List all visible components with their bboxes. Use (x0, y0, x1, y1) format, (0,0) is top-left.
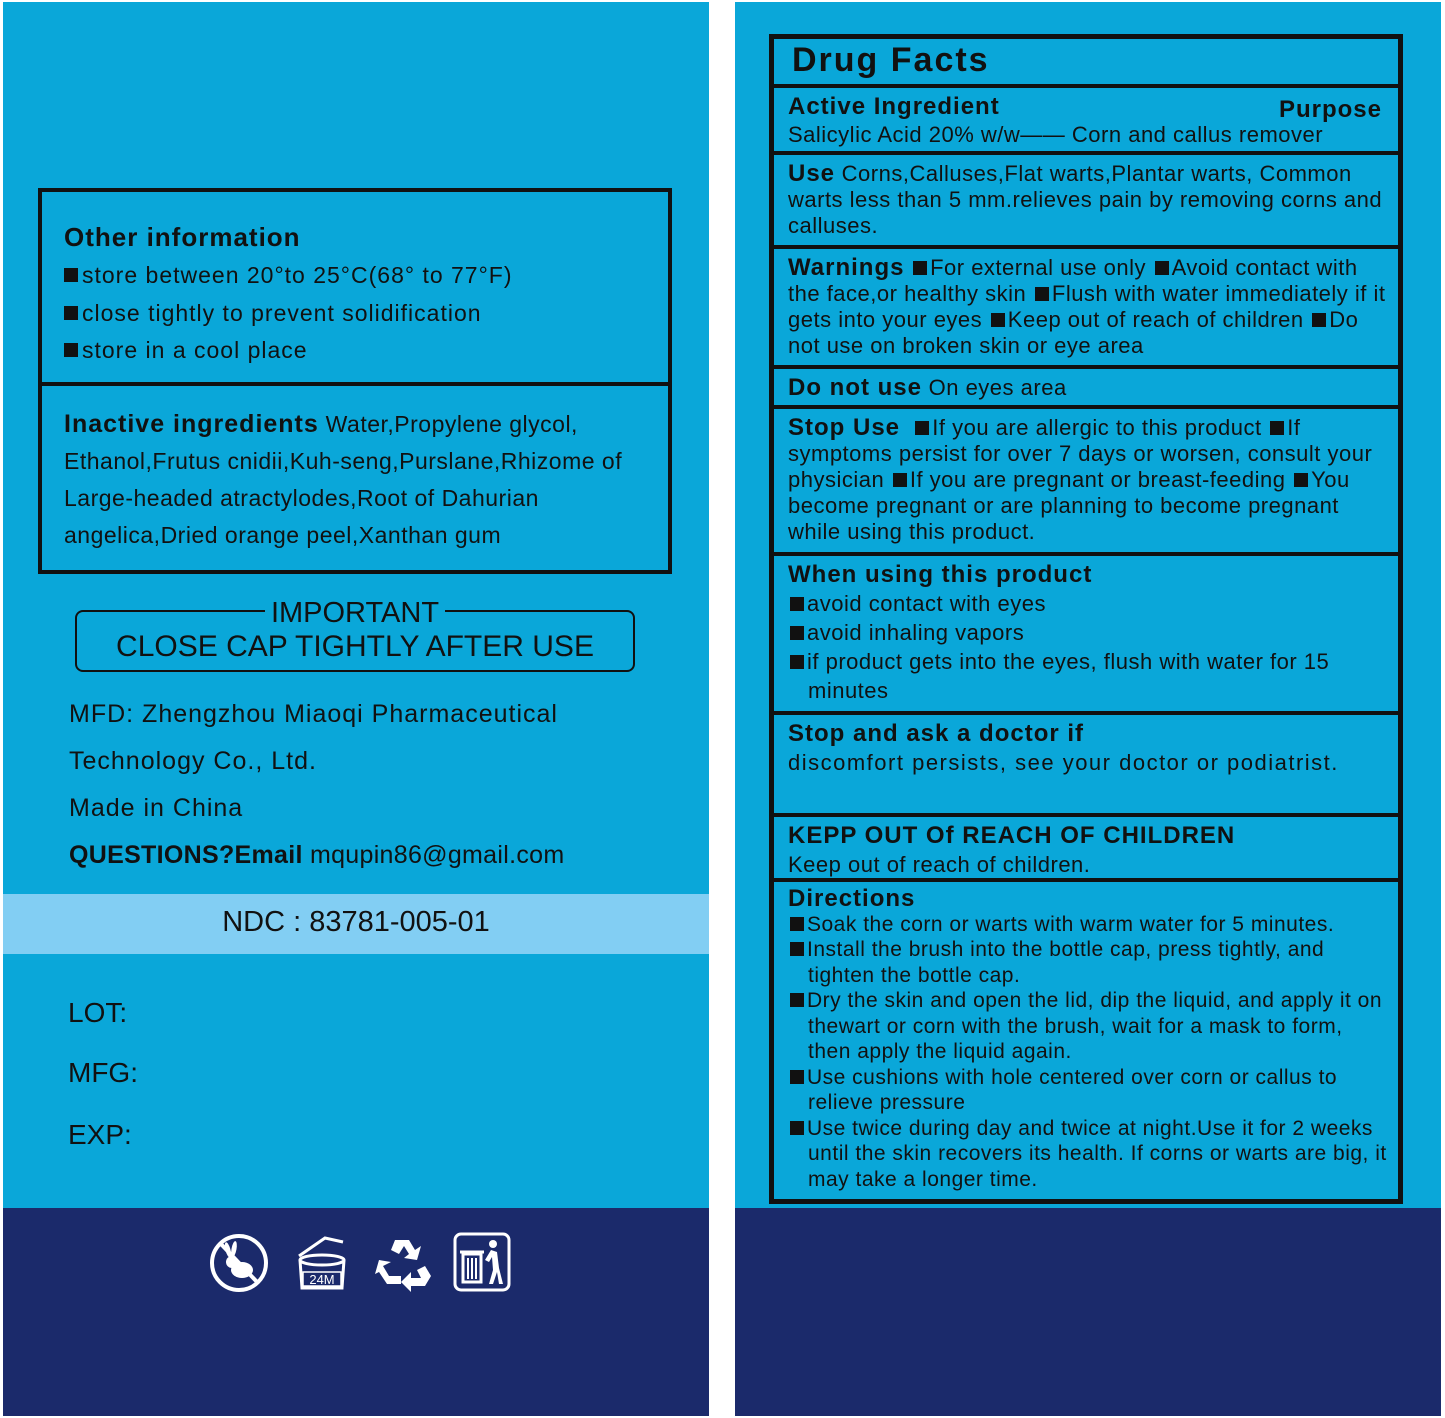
directions-section (774, 882, 1398, 1202)
directions-text: Directions Soak the corn or warts with warm water for 5 minutes. Install the brush into the bottle cap, press tightly, and tighten the bottle cap. Dry the skin and open the lid, dip the liquid, and apply it on thewart or corn with the brush, wait for a mask to form, then apply the liquid again. Use cushions with hole centered over corn or callus to relieve pressure Use twice during day and twice at night.Use it for 2 weeks until the skin recovers its health. If corns or warts are big, it may take a longer time. (788, 885, 1387, 1191)
inactive-ingredients: Inactive ingredients Water,Propylene glycol, Ethanol,Frutus cnidii,Kuh-seng,Purslane,Rhizome of Large-headed atractylodes,Root of Dahurian angelica,Dried orange peel,Xanthan gum (64, 410, 623, 548)
origin-line: Made in China (69, 794, 244, 822)
no-animal-testing-icon (208, 1230, 270, 1296)
use-heading: Use (788, 160, 836, 187)
stop-and-ask-section (774, 715, 1398, 813)
lot-label: LOT: (68, 997, 128, 1028)
do-not-use-text: On eyes area (922, 375, 1067, 400)
purpose-heading: Purpose (1278, 96, 1382, 123)
other-info-item: close tightly to prevent solidification (64, 300, 482, 327)
active-ingredient-section (774, 88, 1398, 151)
stop-use-text: Stop Use If you are allergic to this product If symptoms persist for over 7 days or worsen, consult your physician If you are pregnant or breast-feeding You become pregnant or are planning to become pregnant while using this product. (788, 414, 1373, 544)
other-info-item: store between 20°to 25°C(68° to 77°F) (64, 262, 513, 289)
shelf-life-jar-icon (291, 1230, 353, 1296)
use-section (774, 155, 1398, 245)
do-not-use-heading: Do not use (788, 374, 922, 401)
exp-label: EXP: (68, 1119, 132, 1150)
other-information-title: Other information (64, 222, 301, 252)
email-link: mqupin86@gmail.com (302, 841, 565, 869)
other-information-box (38, 188, 672, 574)
important-notice (75, 597, 635, 672)
important-title: IMPORTANT (265, 597, 445, 629)
manufacturer-line: MFD: Zhengzhou Miaoqi Pharmaceutical (69, 700, 558, 728)
contact-line: QUESTIONS?Email mqupin86@gmail.com (69, 841, 565, 869)
drug-facts-title: Drug Facts (792, 41, 990, 79)
when-using-section (774, 556, 1398, 711)
left-label-panel (3, 2, 709, 1416)
ndc-number: NDC : 83781-005-01 (222, 906, 490, 938)
drug-facts-box (769, 34, 1403, 1204)
warnings-text: Warnings For external use only Avoid contact with the face,or healthy skin Flush with water immediately if it gets into your eyes Keep out of reach of children Do not use on broken skin or eye area (788, 254, 1386, 358)
active-ingredient-text: Salicylic Acid 20% w/w—— Corn and callus remover (788, 122, 1324, 147)
active-ingredient-heading: Active Ingredient (788, 93, 1000, 120)
keep-out-section (774, 817, 1398, 878)
navy-footer (3, 1208, 709, 1416)
keep-out-text: KEPP OUT Of REACH OF CHILDREN Keep out of reach of children. (788, 822, 1236, 877)
dispose-in-bin-icon (451, 1230, 513, 1296)
use-text: Corns,Calluses,Flat warts,Plantar warts, Common warts less than 5 mm.relieves pain by removing corns and calluses. (788, 161, 1383, 238)
stop-use-section (774, 409, 1398, 552)
stop-and-ask-text: Stop and ask a doctor if discomfort persists, see your doctor or podiatrist. (788, 720, 1339, 775)
mfg-label: MFG: (68, 1057, 138, 1088)
warnings-section (774, 249, 1398, 365)
when-using-text: When using this product avoid contact with eyes avoid inhaling vapors if product gets into the eyes, flush with water for 15 minutes (788, 561, 1330, 703)
manufacturer-line: Technology Co., Ltd. (69, 747, 317, 775)
do-not-use-section (774, 369, 1398, 405)
right-drug-facts-panel (735, 2, 1441, 1416)
other-info-item: store in a cool place (64, 337, 308, 364)
ndc-band (3, 894, 709, 954)
important-text: CLOSE CAP TIGHTLY AFTER USE (116, 630, 594, 663)
navy-footer (735, 1208, 1441, 1416)
box-divider (42, 382, 668, 386)
shelf-life-text: 24M (309, 1272, 335, 1287)
recycle-icon (371, 1230, 433, 1296)
